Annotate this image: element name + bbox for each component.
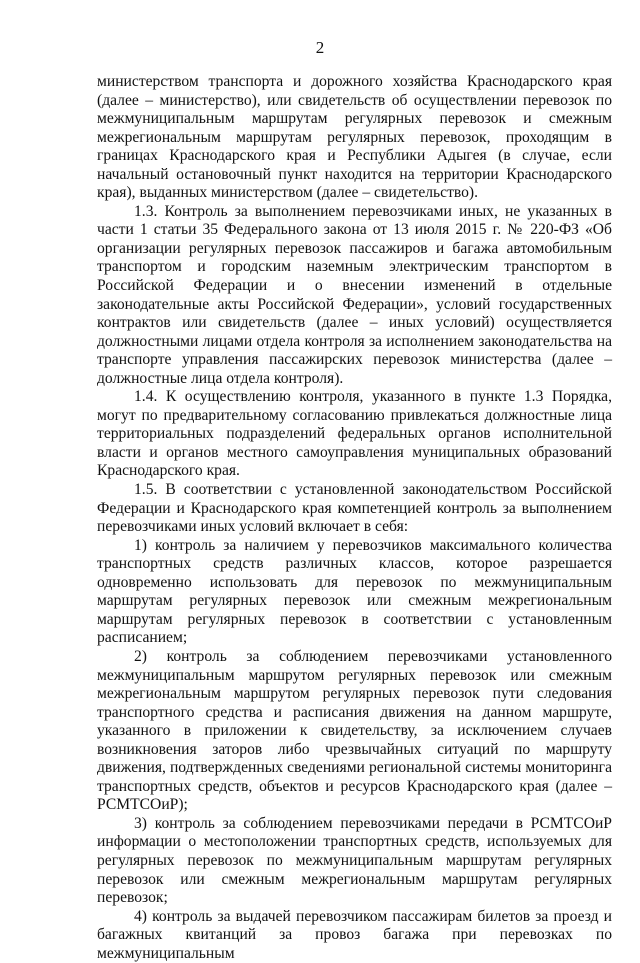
- paragraph-continuation: министерством транспорта и дорожного хозяйства Краснодарского края (далее – министерство), или свидетельств об осуществлении перевозок по межмуниципальным маршрутам регулярных перевозок и смежным межрегиональным маршрутам регулярных перевозок, проходящим в границах Краснодарского края и Республики Адыгея (в случае, если начальный остановочный пункт находится на территории Краснодарского края), выданных министерством (далее – свидетельство).: [97, 73, 612, 202]
- page-number: 2: [315, 38, 325, 57]
- list-item-2: 2) контроль за соблюдением перевозчиками установленного межмуниципальным маршрутом регулярных перевозок или смежным межрегиональным маршрутом регулярных перевозок пути следования транспортного средства и расписания движения на данном маршруте, указанного в приложении к свидетельству, за исключением случаев возникновения заторов либо чрезвычайных ситуаций по маршруту движения, подтвержденных сведениями региональной системы мониторинга транспортных средств, объектов и ресурсов Краснодарского края (далее – РСМТСОиР);: [97, 647, 612, 814]
- list-item-1: 1) контроль за наличием у перевозчиков максимального количества транспортных средств различных классов, которое разрешается одновременно использовать для перевозок по межмуниципальным маршрутам регулярных перевозок или смежным межрегиональным маршрутам регулярных перевозок в соответствии с установленным расписанием;: [97, 536, 612, 647]
- paragraph-1-5: 1.5. В соответствии с установленной законодательством Российской Федерации и Краснодарского края компетенцией контроль за выполнением перевозчиками иных условий включает в себя:: [97, 481, 612, 536]
- list-item-4: 4) контроль за выдачей перевозчиком пассажирам билетов за проезд и багажных квитанций за провоз багажа при перевозках по межмуниципальным: [97, 907, 612, 962]
- paragraph-1-3: 1.3. Контроль за выполнением перевозчиками иных, не указанных в части 1 статьи 35 Федерального закона от 13 июля 2015 г. № 220-ФЗ «Об организации регулярных перевозок пассажиров и багажа автомобильным транспортом и городским наземным электрическим транспортом в Российской Федерации и о внесении изменений в отдельные законодательные акты Российской Федерации», условий государственных контрактов или свидетельств (далее – иных условий) осуществляется должностными лицами отдела контроля за исполнением законодательства на транспорте управления пассажирских перевозок министерства (далее – должностные лица отдела контроля).: [97, 202, 612, 387]
- document-body: [97, 73, 612, 963]
- paragraph-1-4: 1.4. К осуществлению контроля, указанного в пункте 1.3 Порядка, могут по предварительному согласованию привлекаться должностные лица территориальных подразделений федеральных органов исполнительной власти и органов местного самоуправления муниципальных образований Краснодарского края.: [97, 388, 612, 480]
- list-item-3: 3) контроль за соблюдением перевозчиками передачи в РСМТСОиР информации о местоположении транспортных средств, используемых для регулярных перевозок по межмуниципальным маршрутам регулярных перевозок или смежным межрегиональным маршрутам регулярных перевозок;: [97, 814, 612, 907]
